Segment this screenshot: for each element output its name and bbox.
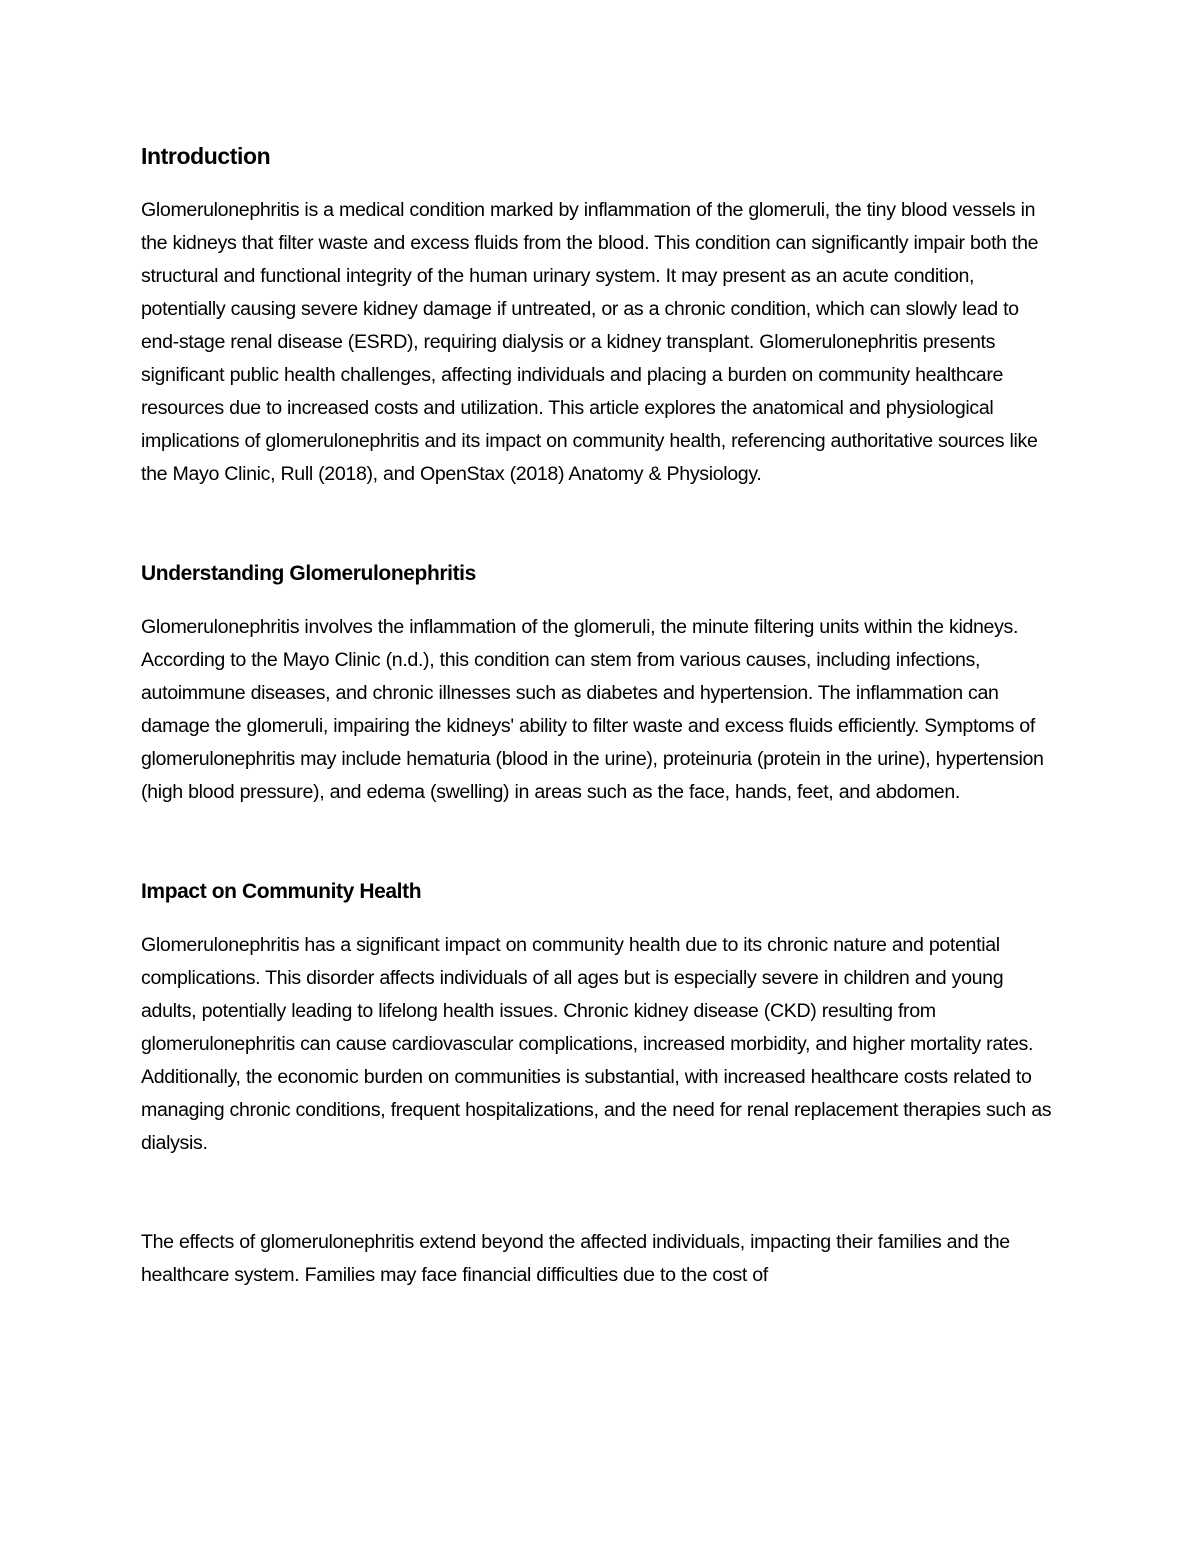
paragraph-impact-1: Glomerulonephritis has a significant impact on community health due to its chronic nature and potential complications. This disorder affects individuals of all ages but is especially severe in children and young adults, potentially leading to lifelong health issues. Chronic kidney disease (CKD) resulting from glomerulonephritis can cause cardiovascular complications, increased morbidity, and higher mortality rates. Additionally, the economic burden on communities is substantial, with increased healthcare costs related to managing chronic conditions, frequent hospitalizations, and the need for renal replacement therapies such as dialysis. bbox=[141, 934, 1052, 1154]
spacer bbox=[141, 1160, 1061, 1226]
section-heading-understanding: Understanding Glomerulonephritis bbox=[141, 562, 476, 585]
section-heading-introduction: Introduction bbox=[141, 143, 271, 169]
document-body bbox=[141, 140, 1061, 1292]
section-heading-impact: Impact on Community Health bbox=[141, 880, 422, 903]
paragraph-introduction: Glomerulonephritis is a medical condition marked by inflammation of the glomeruli, the tiny blood vessels in the kidneys that filter waste and excess fluids from the blood. This condition can significantly impair both the structural and functional integrity of the human urinary system. It may present as an acute condition, potentially causing severe kidney damage if untreated, or as a chronic condition, which can slowly lead to end-stage renal disease (ESRD), requiring dialysis or a kidney transplant. Glomerulonephritis presents significant public health challenges, affecting individuals and placing a burden on community healthcare resources due to increased costs and utilization. This article explores the anatomical and physiological implications of glomerulonephritis and its impact on community health, referencing authoritative sources like the Mayo Clinic, Rull (2018), and OpenStax (2018) Anatomy & Physiology. bbox=[141, 199, 1039, 485]
spacer bbox=[141, 491, 1061, 557]
paragraph-understanding: Glomerulonephritis involves the inflammation of the glomeruli, the minute filtering units within the kidneys. According to the Mayo Clinic (n.d.), this condition can stem from various causes, including infections, autoimmune diseases, and chronic illnesses such as diabetes and hypertension. The inflammation can damage the glomeruli, impairing the kidneys' ability to filter waste and excess fluids efficiently. Symptoms of glomerulonephritis may include hematuria (blood in the urine), proteinuria (protein in the urine), hypertension (high blood pressure), and edema (swelling) in areas such as the face, hands, feet, and abdomen. bbox=[141, 616, 1044, 803]
spacer bbox=[141, 173, 1061, 194]
spacer bbox=[141, 908, 1061, 929]
spacer bbox=[141, 809, 1061, 875]
spacer bbox=[141, 590, 1061, 611]
paragraph-impact-2: The effects of glomerulonephritis extend beyond the affected individuals, impacting their families and the healthcare system. Families may face financial difficulties due to the cost of bbox=[141, 1231, 1010, 1286]
